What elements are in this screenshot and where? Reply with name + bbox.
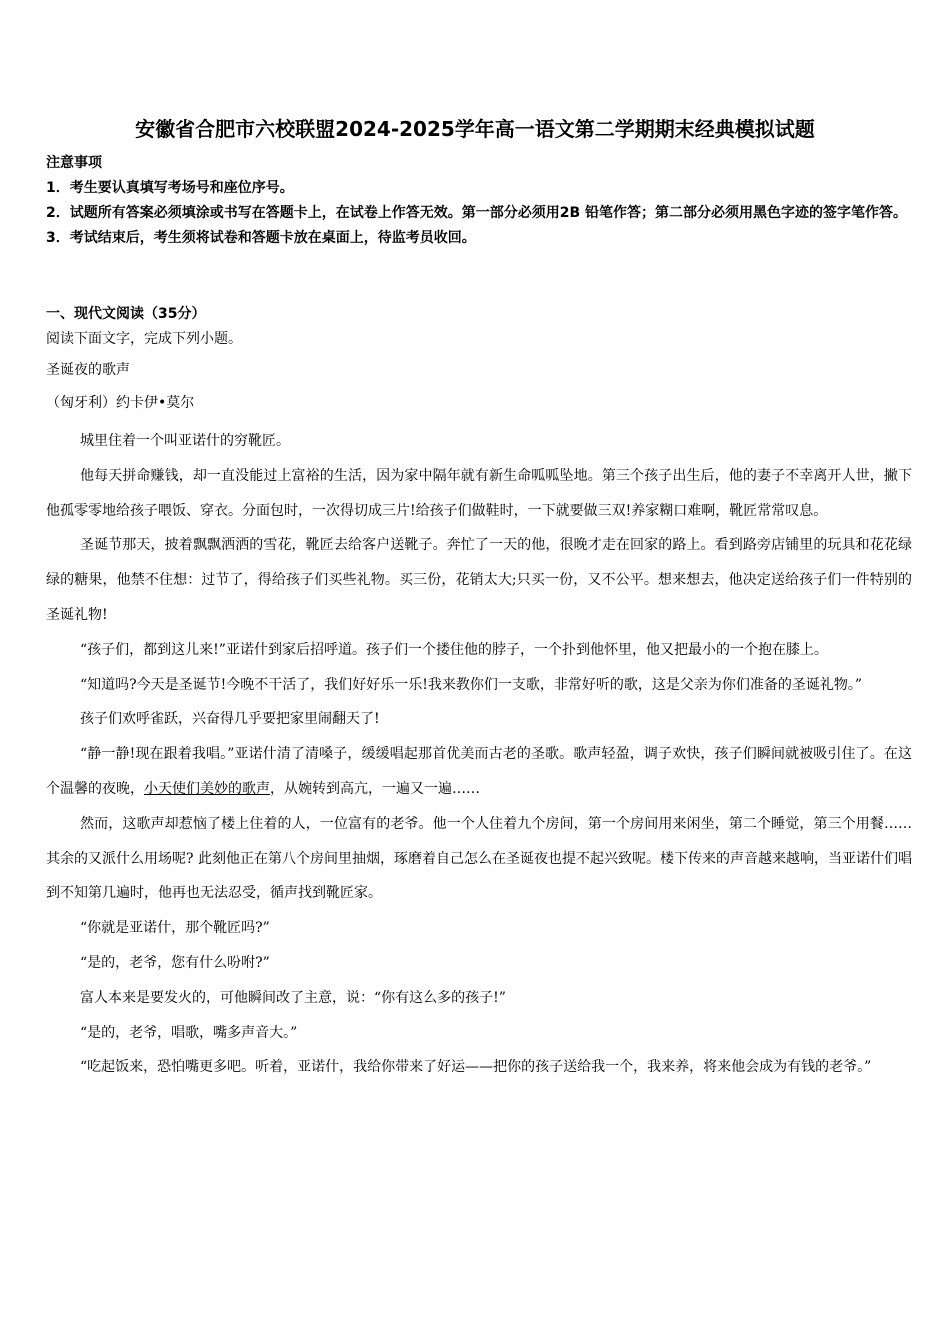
notice-item: 3．考试结束后，考生须将试卷和答题卡放在桌面上，待监考员收回。 <box>46 230 476 246</box>
paragraph: 富人本来是要发火的，可他瞬间改了主意，说：“你有这么多的孩子!” <box>80 989 506 1006</box>
paragraph-text: ，从婉转到高亢，一遍又一遍…… <box>270 780 480 797</box>
story-title: 圣诞夜的歌声 <box>46 362 130 378</box>
story-body <box>46 424 912 1085</box>
paragraph: 然而，这歌声却惹恼了楼上住着的人，一位富有的老爷。他一个人住着九个房间，第一个房间用来闲坐，第二个睡觉，第三个用餐……其余的又派什么用场呢? 此刻他正在第八个房间里抽烟，琢磨着自己怎么在圣诞夜也提不起兴致呢。楼下传来的声音越来越响，当亚诺什们唱到不知第几遍时，他再也无法忍受，循声找到靴匠家。 <box>46 815 912 902</box>
underlined-phrase: 小天使们美妙的歌声 <box>144 780 270 797</box>
paragraph: “是的，老爷，您有什么吩咐?” <box>80 954 270 971</box>
section-header <box>46 302 912 352</box>
notice-block <box>46 151 912 251</box>
section-heading: 一、现代文阅读（35分） <box>46 306 206 322</box>
story-author: （匈牙利）约卡伊•莫尔 <box>46 395 195 411</box>
paragraph: “是的，老爷，唱歌，嘴多声音大。” <box>80 1024 298 1041</box>
paragraph <box>46 737 912 807</box>
paragraph: “孩子们，都到这儿来!”亚诺什到家后招呼道。孩子们一个搂住他的脖子，一个扑到他怀里，他又把最小的一个抱在膝上。 <box>80 641 828 658</box>
notice-heading: 注意事项 <box>46 155 102 171</box>
section-instruction: 阅读下面文字，完成下列小题。 <box>46 331 242 347</box>
notice-item: 2．试题所有答案必须填涂或书写在答题卡上，在试卷上作答无效。第一部分必须用2B 铅笔作答；第二部分必须用黑色字迹的签字笔作答。 <box>46 205 908 221</box>
paragraph-text: “静一静!现在跟着我唱。”亚诺什清了清嗓子，缓缓唱起那首优美而古老的圣歌。歌声轻盈，调子欢快，孩子们瞬间就被吸引住了。在这个温馨的夜晚， <box>46 746 912 797</box>
paragraph: “你就是亚诺什，那个靴匠吗?” <box>80 920 270 937</box>
paragraph: “知道吗?今天是圣诞节!今晚不干活了，我们好好乐一乐!我来教你们一支歌，非常好听的歌，这是父亲为你们准备的圣诞礼物。” <box>80 676 863 693</box>
notice-item: 1．考生要认真填写考场号和座位序号。 <box>46 180 294 196</box>
paragraph: “吃起饭来，恐怕嘴更多吧。听着，亚诺什，我给你带来了好运——把你的孩子送给我一个，我来养，将来他会成为有钱的老爷。” <box>80 1059 872 1076</box>
paragraph: 城里住着一个叫亚诺什的穷靴匠。 <box>80 433 290 449</box>
paragraph: 孩子们欢呼雀跃，兴奋得几乎要把家里闹翻天了! <box>80 711 380 728</box>
paragraph: 他每天拼命赚钱，却一直没能过上富裕的生活，因为家中隔年就有新生命呱呱坠地。第三个孩子出生后，他的妻子不幸离开人世，撇下他孤零零地给孩子喂饭、穿衣。分面包时，一次得切成三片!给孩子们做鞋时，一下就要做三双!养家糊口难啊，靴匠常常叹息。 <box>46 467 912 519</box>
page-title: 安徽省合肥市六校联盟2024-2025学年高一语文第二学期期末经典模拟试题 <box>135 117 815 141</box>
paragraph: 圣诞节那天，披着飘飘洒洒的雪花，靴匠去给客户送靴子。奔忙了一天的他，很晚才走在回家的路上。看到路旁店铺里的玩具和花花绿绿的糖果，他禁不住想：过节了，得给孩子们买些礼物。买三份，花销太大;只买一份，又不公平。想来想去，他决定送给孩子们一件特别的圣诞礼物! <box>46 537 912 623</box>
